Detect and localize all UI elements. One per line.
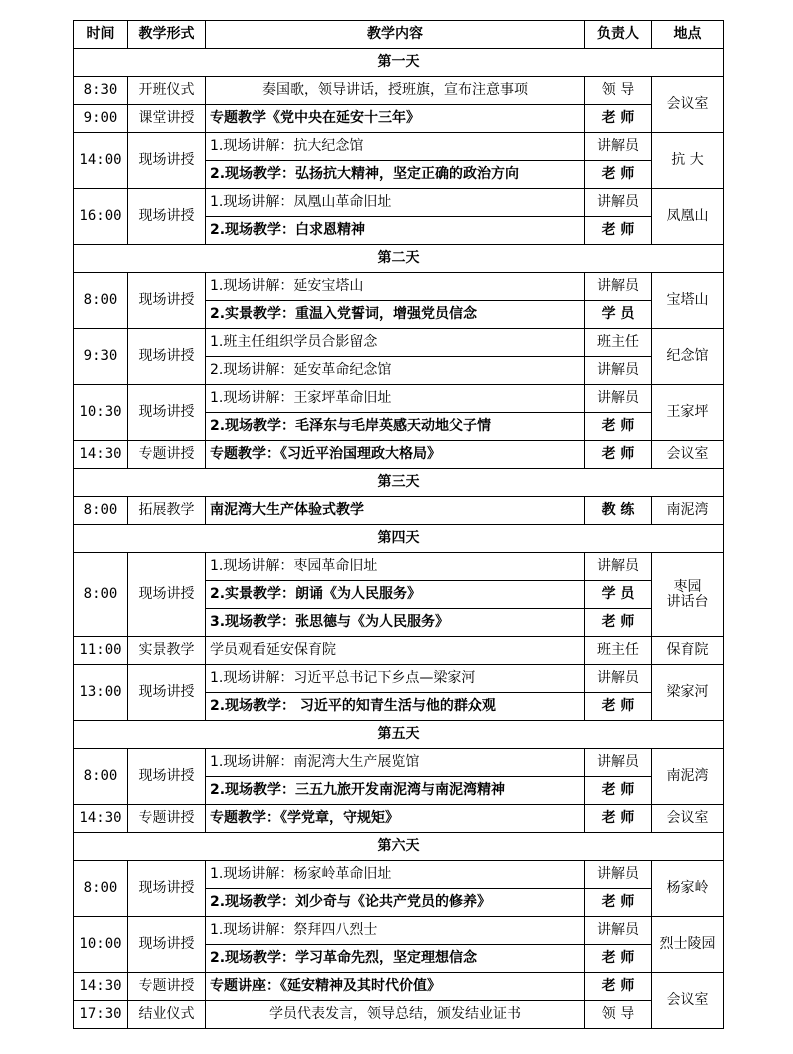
schedule-row: [74, 1001, 724, 1029]
responsible-cell: 老 师: [585, 441, 652, 469]
header-time: 时间: [74, 21, 128, 49]
responsible-cell: 讲解员: [585, 917, 652, 945]
day-header-row: [74, 721, 724, 749]
content-cell: 1.现场讲解：延安宝塔山: [206, 273, 585, 301]
time-cell: 17:30: [74, 1001, 128, 1029]
content-cell: 1.现场讲解：习近平总书记下乡点—梁家河: [206, 665, 585, 693]
schedule-row: [74, 861, 724, 889]
responsible-cell: 教 练: [585, 497, 652, 525]
place-cell: 纪念馆: [652, 329, 724, 385]
schedule-row: [74, 329, 724, 357]
mode-cell: 专题讲授: [128, 805, 206, 833]
mode-cell: 专题讲授: [128, 973, 206, 1001]
header-mode: 教学形式: [128, 21, 206, 49]
content-cell: 2.实景教学：重温入党誓词，增强党员信念: [206, 301, 585, 329]
time-cell: 14:00: [74, 133, 128, 189]
schedule-row: [74, 917, 724, 945]
time-cell: 14:30: [74, 805, 128, 833]
schedule-row: [74, 385, 724, 413]
content-cell: 专题教学《党中央在延安十三年》: [206, 105, 585, 133]
time-cell: 8:00: [74, 553, 128, 637]
content-cell: 学员观看延安保育院: [206, 637, 585, 665]
time-cell: 14:30: [74, 441, 128, 469]
place-cell: 杨家岭: [652, 861, 724, 917]
schedule-row: [74, 497, 724, 525]
content-cell: 2.现场教学：毛泽东与毛岸英感天动地父子情: [206, 413, 585, 441]
time-cell: 13:00: [74, 665, 128, 721]
responsible-cell: 讲解员: [585, 861, 652, 889]
place-cell: 会议室: [652, 77, 724, 133]
schedule-row: [74, 749, 724, 777]
header-content: 教学内容: [206, 21, 585, 49]
place-cell: 南泥湾: [652, 749, 724, 805]
responsible-cell: 老 师: [585, 805, 652, 833]
responsible-cell: 讲解员: [585, 189, 652, 217]
day-title: 第三天: [74, 469, 724, 497]
day-header-row: [74, 49, 724, 77]
content-cell: 1.现场讲解：王家坪革命旧址: [206, 385, 585, 413]
time-cell: 16:00: [74, 189, 128, 245]
place-cell: 梁家河: [652, 665, 724, 721]
content-cell: 1.现场讲解：祭拜四八烈士: [206, 917, 585, 945]
content-cell: 2.现场讲解：延安革命纪念馆: [206, 357, 585, 385]
responsible-cell: 讲解员: [585, 665, 652, 693]
responsible-cell: 讲解员: [585, 133, 652, 161]
time-cell: 8:00: [74, 861, 128, 917]
day-header-row: [74, 245, 724, 273]
content-cell: 1.现场讲解：抗大纪念馆: [206, 133, 585, 161]
schedule-row: [74, 105, 724, 133]
time-cell: 10:30: [74, 385, 128, 441]
time-cell: 10:00: [74, 917, 128, 973]
schedule-body: [74, 49, 724, 1029]
day-header-row: [74, 525, 724, 553]
schedule-row: [74, 665, 724, 693]
time-cell: 9:00: [74, 105, 128, 133]
responsible-cell: 老 师: [585, 693, 652, 721]
mode-cell: 拓展教学: [128, 497, 206, 525]
content-cell: 1.现场讲解：南泥湾大生产展览馆: [206, 749, 585, 777]
schedule-row: [74, 189, 724, 217]
mode-cell: 现场讲授: [128, 861, 206, 917]
schedule-row: [74, 553, 724, 581]
schedule-row: [74, 441, 724, 469]
content-cell: 学员代表发言，领导总结，颁发结业证书: [206, 1001, 585, 1029]
time-cell: 11:00: [74, 637, 128, 665]
content-cell: 2.实景教学：朗诵《为人民服务》: [206, 581, 585, 609]
responsible-cell: 老 师: [585, 105, 652, 133]
responsible-cell: 讲解员: [585, 273, 652, 301]
place-cell: 会议室: [652, 441, 724, 469]
place-cell: 宝塔山: [652, 273, 724, 329]
content-cell: 1.现场讲解：凤凰山革命旧址: [206, 189, 585, 217]
time-cell: 8:30: [74, 77, 128, 105]
day-header-row: [74, 833, 724, 861]
responsible-cell: 班主任: [585, 637, 652, 665]
content-cell: 1.现场讲解：杨家岭革命旧址: [206, 861, 585, 889]
responsible-cell: 老 师: [585, 973, 652, 1001]
place-cell: 烈士陵园: [652, 917, 724, 973]
time-cell: 9:30: [74, 329, 128, 385]
header-row: [74, 21, 724, 49]
schedule-table: [73, 20, 724, 1029]
place-cell: 保育院: [652, 637, 724, 665]
content-cell: 1.班主任组织学员合影留念: [206, 329, 585, 357]
time-cell: 8:00: [74, 749, 128, 805]
day-title: 第一天: [74, 49, 724, 77]
content-cell: 奏国歌，领导讲话，授班旗，宣布注意事项: [206, 77, 585, 105]
mode-cell: 现场讲授: [128, 189, 206, 245]
place-cell: 王家坪: [652, 385, 724, 441]
time-cell: 8:00: [74, 497, 128, 525]
day-header-row: [74, 469, 724, 497]
mode-cell: 现场讲授: [128, 133, 206, 189]
day-title: 第五天: [74, 721, 724, 749]
time-cell: 14:30: [74, 973, 128, 1001]
responsible-cell: 讲解员: [585, 385, 652, 413]
content-cell: 2.现场教学：学习革命先烈，坚定理想信念: [206, 945, 585, 973]
responsible-cell: 领 导: [585, 77, 652, 105]
place-cell: 南泥湾: [652, 497, 724, 525]
schedule-row: [74, 805, 724, 833]
place-cell: 会议室: [652, 805, 724, 833]
schedule-row: [74, 273, 724, 301]
responsible-cell: 班主任: [585, 329, 652, 357]
schedule-row: [74, 973, 724, 1001]
responsible-cell: 老 师: [585, 217, 652, 245]
content-cell: 专题教学：《习近平治国理政大格局》: [206, 441, 585, 469]
mode-cell: 现场讲授: [128, 553, 206, 637]
responsible-cell: 讲解员: [585, 357, 652, 385]
header-responsible: 负责人: [585, 21, 652, 49]
header-place: 地点: [652, 21, 724, 49]
responsible-cell: 学 员: [585, 301, 652, 329]
mode-cell: 专题讲授: [128, 441, 206, 469]
mode-cell: 课堂讲授: [128, 105, 206, 133]
responsible-cell: 学 员: [585, 581, 652, 609]
responsible-cell: 讲解员: [585, 553, 652, 581]
content-cell: 2.现场教学： 习近平的知青生活与他的群众观: [206, 693, 585, 721]
mode-cell: 现场讲授: [128, 329, 206, 385]
responsible-cell: 领 导: [585, 1001, 652, 1029]
content-cell: 专题讲座：《延安精神及其时代价值》: [206, 973, 585, 1001]
content-cell: 2.现场教学：弘扬抗大精神，坚定正确的政治方向: [206, 161, 585, 189]
responsible-cell: 老 师: [585, 609, 652, 637]
content-cell: 专题教学：《学党章，守规矩》: [206, 805, 585, 833]
day-title: 第四天: [74, 525, 724, 553]
content-cell: 2.现场教学：刘少奇与《论共产党员的修养》: [206, 889, 585, 917]
responsible-cell: 老 师: [585, 777, 652, 805]
place-cell: 抗 大: [652, 133, 724, 189]
time-cell: 8:00: [74, 273, 128, 329]
place-cell: 会议室: [652, 973, 724, 1029]
mode-cell: 现场讲授: [128, 749, 206, 805]
responsible-cell: 老 师: [585, 889, 652, 917]
content-cell: 南泥湾大生产体验式教学: [206, 497, 585, 525]
mode-cell: 开班仪式: [128, 77, 206, 105]
day-title: 第二天: [74, 245, 724, 273]
responsible-cell: 老 师: [585, 413, 652, 441]
mode-cell: 结业仪式: [128, 1001, 206, 1029]
content-cell: 3.现场教学：张思德与《为人民服务》: [206, 609, 585, 637]
schedule-row: [74, 77, 724, 105]
place-cell: 枣园 讲话台: [652, 553, 724, 637]
mode-cell: 现场讲授: [128, 665, 206, 721]
mode-cell: 现场讲授: [128, 385, 206, 441]
schedule-row: [74, 637, 724, 665]
responsible-cell: 讲解员: [585, 749, 652, 777]
content-cell: 2.现场教学：白求恩精神: [206, 217, 585, 245]
mode-cell: 实景教学: [128, 637, 206, 665]
day-title: 第六天: [74, 833, 724, 861]
responsible-cell: 老 师: [585, 945, 652, 973]
responsible-cell: 老 师: [585, 161, 652, 189]
place-cell: 凤凰山: [652, 189, 724, 245]
content-cell: 2.现场教学：三五九旅开发南泥湾与南泥湾精神: [206, 777, 585, 805]
content-cell: 1.现场讲解：枣园革命旧址: [206, 553, 585, 581]
mode-cell: 现场讲授: [128, 273, 206, 329]
mode-cell: 现场讲授: [128, 917, 206, 973]
schedule-row: [74, 133, 724, 161]
